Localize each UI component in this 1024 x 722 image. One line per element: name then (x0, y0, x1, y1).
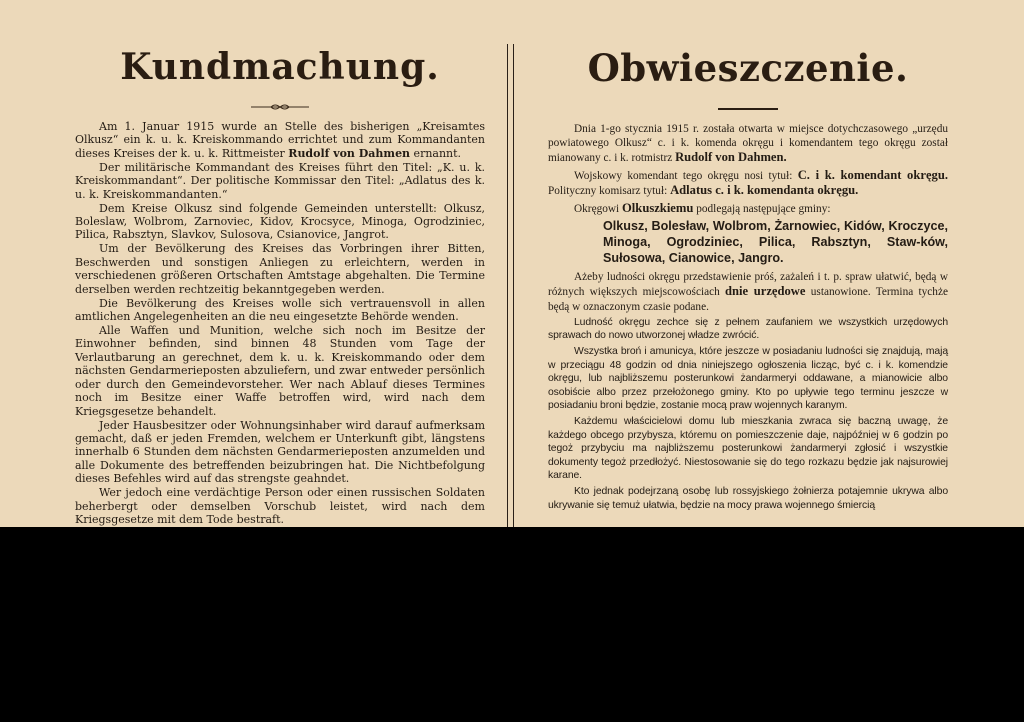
polish-title-rule (548, 98, 948, 112)
polish-paragraph-2: Wojskowy komendant tego okręgu nosi tytuł: C. i k. komendant okręgu. Polityczny komisarz tytuł: Adlatus c. i k. komendanta okręgu. (548, 167, 948, 197)
german-body (75, 120, 485, 554)
polish-paragraph-6: Wszystka broń i amunicya, które jeszcze w posiadaniu ludności się znajdują, mają w przeciągu 48 godzin od dnia niniejszego ogłoszenia licząc, być c. i k. komendzie okręgu, lub najbliższemu posterunkowi żandarmeryi oddawane, a mianowicie albo osobiście albo przez przełożonego gminy. Kto po upływie tego terminu jeszcze w posiadaniu broni będzie, zostanie mocą praw wojennych karanym. (548, 346, 948, 411)
german-paragraph-7: Jeder Hausbesitzer oder Wohnungsinhaber wird darauf aufmerksam gemacht, daß er jeden Fremden, welchem er Unterkunft gibt, längstens innerhalb 6 Stunden dem nächsten Gendarmerieposten anzumelden und alle Dokumente des betreffenden beizubringen hat. Die Nichtbefolgung dieses Befehles wird auf das strengste geahndet. (75, 418, 485, 486)
polish-paragraph-7: Każdemu właścicielowi domu lub mieszkania zwraca się baczną uwagę, że każdego obcego przybysza, któremu on pomieszczenie daje, najpóźniej w 6 godzin po tegoż przybyciu ma najbliższemu posterunkowi żandarmeryi zgłosić i wszystkie dokumenty tegoż przedłożyć. Niestosowanie się do tego rozkazu będzie jak najsurowiej karane. (548, 416, 948, 481)
polish-district-name: Olkuszkiemu (622, 200, 694, 215)
german-paragraph-6: Alle Waffen und Munition, welche sich noch im Besitze der Einwohner befinden, sind binnen 48 Stunden vom Tage der Verlautbarung an gerechnet, dem k. u. k. Kreiskommando oder dem nächsten Gendarmerieposten abzuliefern, und zwar entweder persönlich oder durch den Gemeindevorsteher. Wer nach Ablauf dieses Termines noch im Besitze einer Waffe betroffen wird, wird nach dem Kriegsgesetze behandelt. (75, 324, 485, 418)
polish-body (548, 122, 948, 512)
polish-paragraph-5: Ludność okręgu zechce się z pełnem zaufaniem we wszystkich urzędowych sprawach do nowo utworzonej władze zwrócić. (548, 316, 948, 341)
polish-paragraph-8: Kto jednak podejrzaną osobę lub rossyjskiego żołnierza potajemnie ukrywa albo ukrywanie się temuż ułatwia, będzie na mocy prawa wojennego śmiercią (548, 486, 948, 511)
german-paragraph-3: Dem Kreise Olkusz sind folgende Gemeinden unterstellt: Olkusz, Boleslaw, Wolbrom, Zarnoviec, Kidov, Krocsyce, Minoga, Ogrodziniec, Pilica, Rabsztyn, Slavkov, Sulosova, Csianovice, Jangrot. (75, 201, 485, 242)
polish-municipalities-list: Olkusz, Bolesław, Wolbrom, Żarnowiec, Kidów, Kroczyce, Minoga, Ogrodziniec, Pilica, Rabsztyn, Staw-ków, Sułosowa, Cianowice, Jangro. (603, 219, 948, 265)
german-title: Kundmachung. (120, 46, 440, 88)
german-title-ornament (75, 96, 485, 110)
polish-title: Obwieszczenie. (587, 46, 909, 90)
german-commander-name: Rudolf von Dahmen (288, 146, 411, 160)
german-paragraph-8: Wer jedoch eine verdächtige Person oder einen russischen Soldaten beherbergt oder demselben Vorschub leistet, wird nach dem Kriegsgesetze mit dem Tode bestraft. (75, 486, 485, 526)
polish-commander-name: Rudolf von Dahmen. (675, 150, 787, 164)
german-column (75, 0, 485, 527)
polish-paragraph-4: Ażeby ludności okręgu przedstawienie próś, zażaleń i t. p. spraw ułatwić, będą w różnych większych miejscowościach dnie urzędowe ustanowione. Termina tychże będą w oznaczonym czasie podane. (548, 271, 948, 313)
polish-paragraph-1: Dnia 1-go stycznia 1915 r. została otwarta w miejsce dotychczasowego „urzędu powiatowego Olkusz“ c. i k. komenda okręgu i komendantem tego okręgu został mianowany c. i k. rotmistrz Rudolf von Dahmen. (548, 123, 948, 164)
polish-column (548, 0, 948, 527)
polish-commander-title: C. i k. komendant okręgu. (797, 167, 948, 182)
column-divider-left (507, 44, 508, 527)
german-paragraph-2: Der militärische Kommandant des Kreises führt den Titel: „K. u. k. Kreiskommandant“. Der politische Kommissar den Titel: „Adlatus des k. u. k. Kreiskommandanten.“ (75, 160, 485, 201)
german-paragraph-5: Die Bevölkerung des Kreises wolle sich vertrauensvoll in allen amtlichen Angelegenheiten an die neu eingesetzte Behörde wenden. (75, 296, 485, 324)
polish-paragraph-3: Okręgowi Olkuszkiemu podlegają następujące gminy: (574, 200, 831, 215)
polish-office-days: dnie urzędowe (725, 284, 806, 298)
polish-adlatus-title: Adlatus c. i k. komendanta okręgu. (670, 183, 859, 197)
german-paragraph-1: Am 1. Januar 1915 wurde an Stelle des bisherigen „Kreisamtes Olkusz“ ein k. u. k. Kreiskommando errichtet und zum Kommandanten dieses Kreises der k. u. k. Rittmeister Rudolf von Dahmen ernannt. (75, 120, 485, 160)
column-divider-right (513, 44, 514, 527)
black-letterbox-band (0, 527, 1024, 722)
german-paragraph-4: Um der Bevölkerung des Kreises das Vorbringen ihrer Bitten, Beschwerden und sonstigen Anliegen zu erleichtern, werden in verschiedenen größeren Ortschaften Amtstage abgehalten. Die Termine derselben werden rechtzeitig bekanntgegeben werden. (75, 242, 485, 296)
